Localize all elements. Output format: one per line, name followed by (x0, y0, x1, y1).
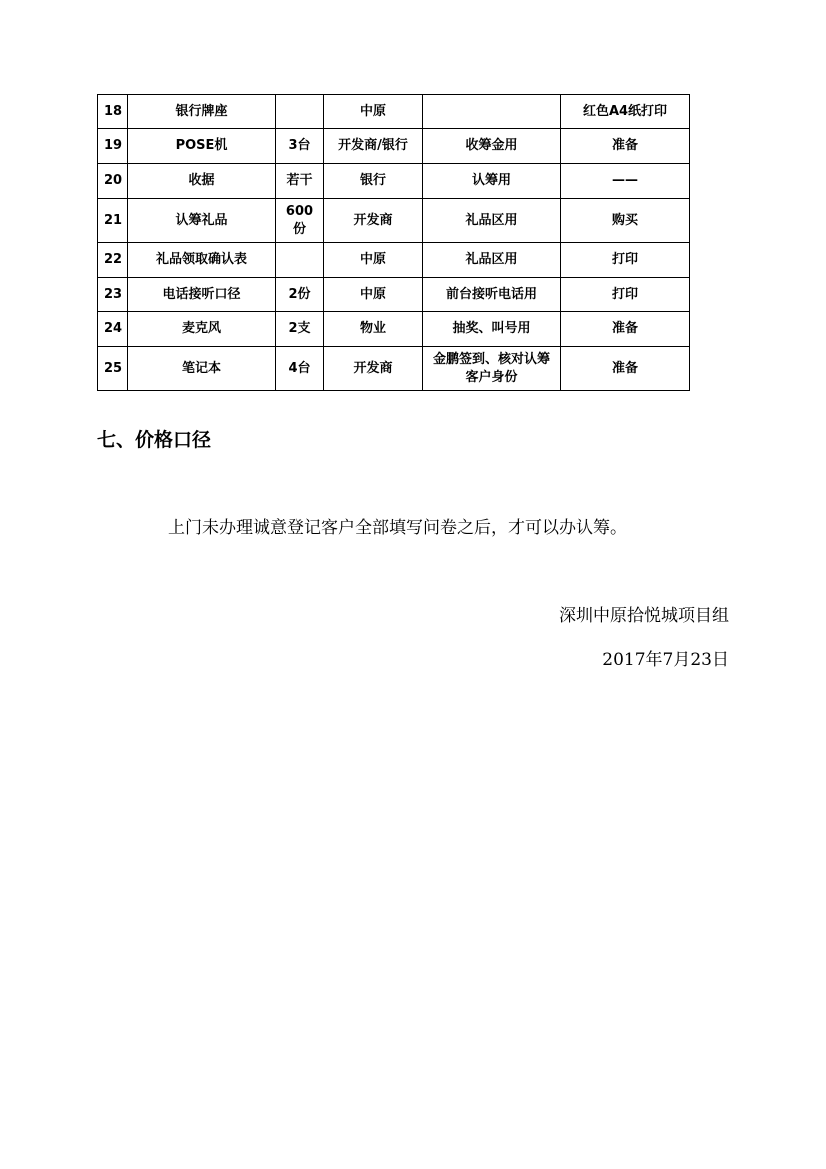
item-quantity (276, 243, 324, 278)
item-remark: 打印 (561, 278, 690, 312)
item-name: 麦克风 (128, 312, 276, 347)
materials-table (97, 94, 690, 391)
item-purpose: 认筹用 (423, 164, 561, 199)
row-number: 20 (98, 164, 128, 199)
item-quantity: 600份 (276, 199, 324, 243)
item-provider: 开发商/银行 (324, 129, 423, 164)
table-row (98, 312, 690, 347)
item-name: 电话接听口径 (128, 278, 276, 312)
table-row (98, 278, 690, 312)
row-number: 19 (98, 129, 128, 164)
row-number: 24 (98, 312, 128, 347)
row-number: 25 (98, 347, 128, 391)
item-remark: 红色A4纸打印 (561, 95, 690, 129)
item-purpose: 礼品区用 (423, 199, 561, 243)
item-purpose: 礼品区用 (423, 243, 561, 278)
materials-table-body (98, 95, 690, 391)
item-provider: 银行 (324, 164, 423, 199)
item-purpose: 收筹金用 (423, 129, 561, 164)
signature-organization: 深圳中原拾悦城项目组 (559, 606, 729, 626)
row-number: 21 (98, 199, 128, 243)
item-remark: 打印 (561, 243, 690, 278)
item-remark: 准备 (561, 312, 690, 347)
item-name: 认筹礼品 (128, 199, 276, 243)
item-purpose: 前台接听电话用 (423, 278, 561, 312)
table-row (98, 95, 690, 129)
table-row (98, 347, 690, 391)
item-quantity: 4台 (276, 347, 324, 391)
item-name: 笔记本 (128, 347, 276, 391)
signature-date: 2017年7月23日 (602, 650, 729, 670)
item-quantity: 3台 (276, 129, 324, 164)
table-row (98, 129, 690, 164)
item-provider: 开发商 (324, 347, 423, 391)
section-heading: 七、价格口径 (97, 429, 212, 451)
item-provider: 中原 (324, 243, 423, 278)
item-provider: 物业 (324, 312, 423, 347)
table-row (98, 243, 690, 278)
item-remark: 购买 (561, 199, 690, 243)
item-quantity: 2支 (276, 312, 324, 347)
row-number: 23 (98, 278, 128, 312)
item-name: 收据 (128, 164, 276, 199)
item-remark: 准备 (561, 129, 690, 164)
item-provider: 中原 (324, 278, 423, 312)
item-quantity (276, 95, 324, 129)
row-number: 18 (98, 95, 128, 129)
item-purpose: 抽奖、叫号用 (423, 312, 561, 347)
item-provider: 中原 (324, 95, 423, 129)
item-purpose: 金鹏签到、核对认筹客户身份 (423, 347, 561, 391)
item-name: 礼品领取确认表 (128, 243, 276, 278)
item-name: 银行牌座 (128, 95, 276, 129)
row-number: 22 (98, 243, 128, 278)
table-row (98, 164, 690, 199)
table-row (98, 199, 690, 243)
item-remark: 准备 (561, 347, 690, 391)
body-paragraph: 上门未办理诚意登记客户全部填写问卷之后，才可以办认筹。 (168, 518, 627, 538)
item-remark: —— (561, 164, 690, 199)
item-quantity: 2份 (276, 278, 324, 312)
item-provider: 开发商 (324, 199, 423, 243)
item-quantity: 若干 (276, 164, 324, 199)
item-purpose (423, 95, 561, 129)
item-name: POSE机 (128, 129, 276, 164)
